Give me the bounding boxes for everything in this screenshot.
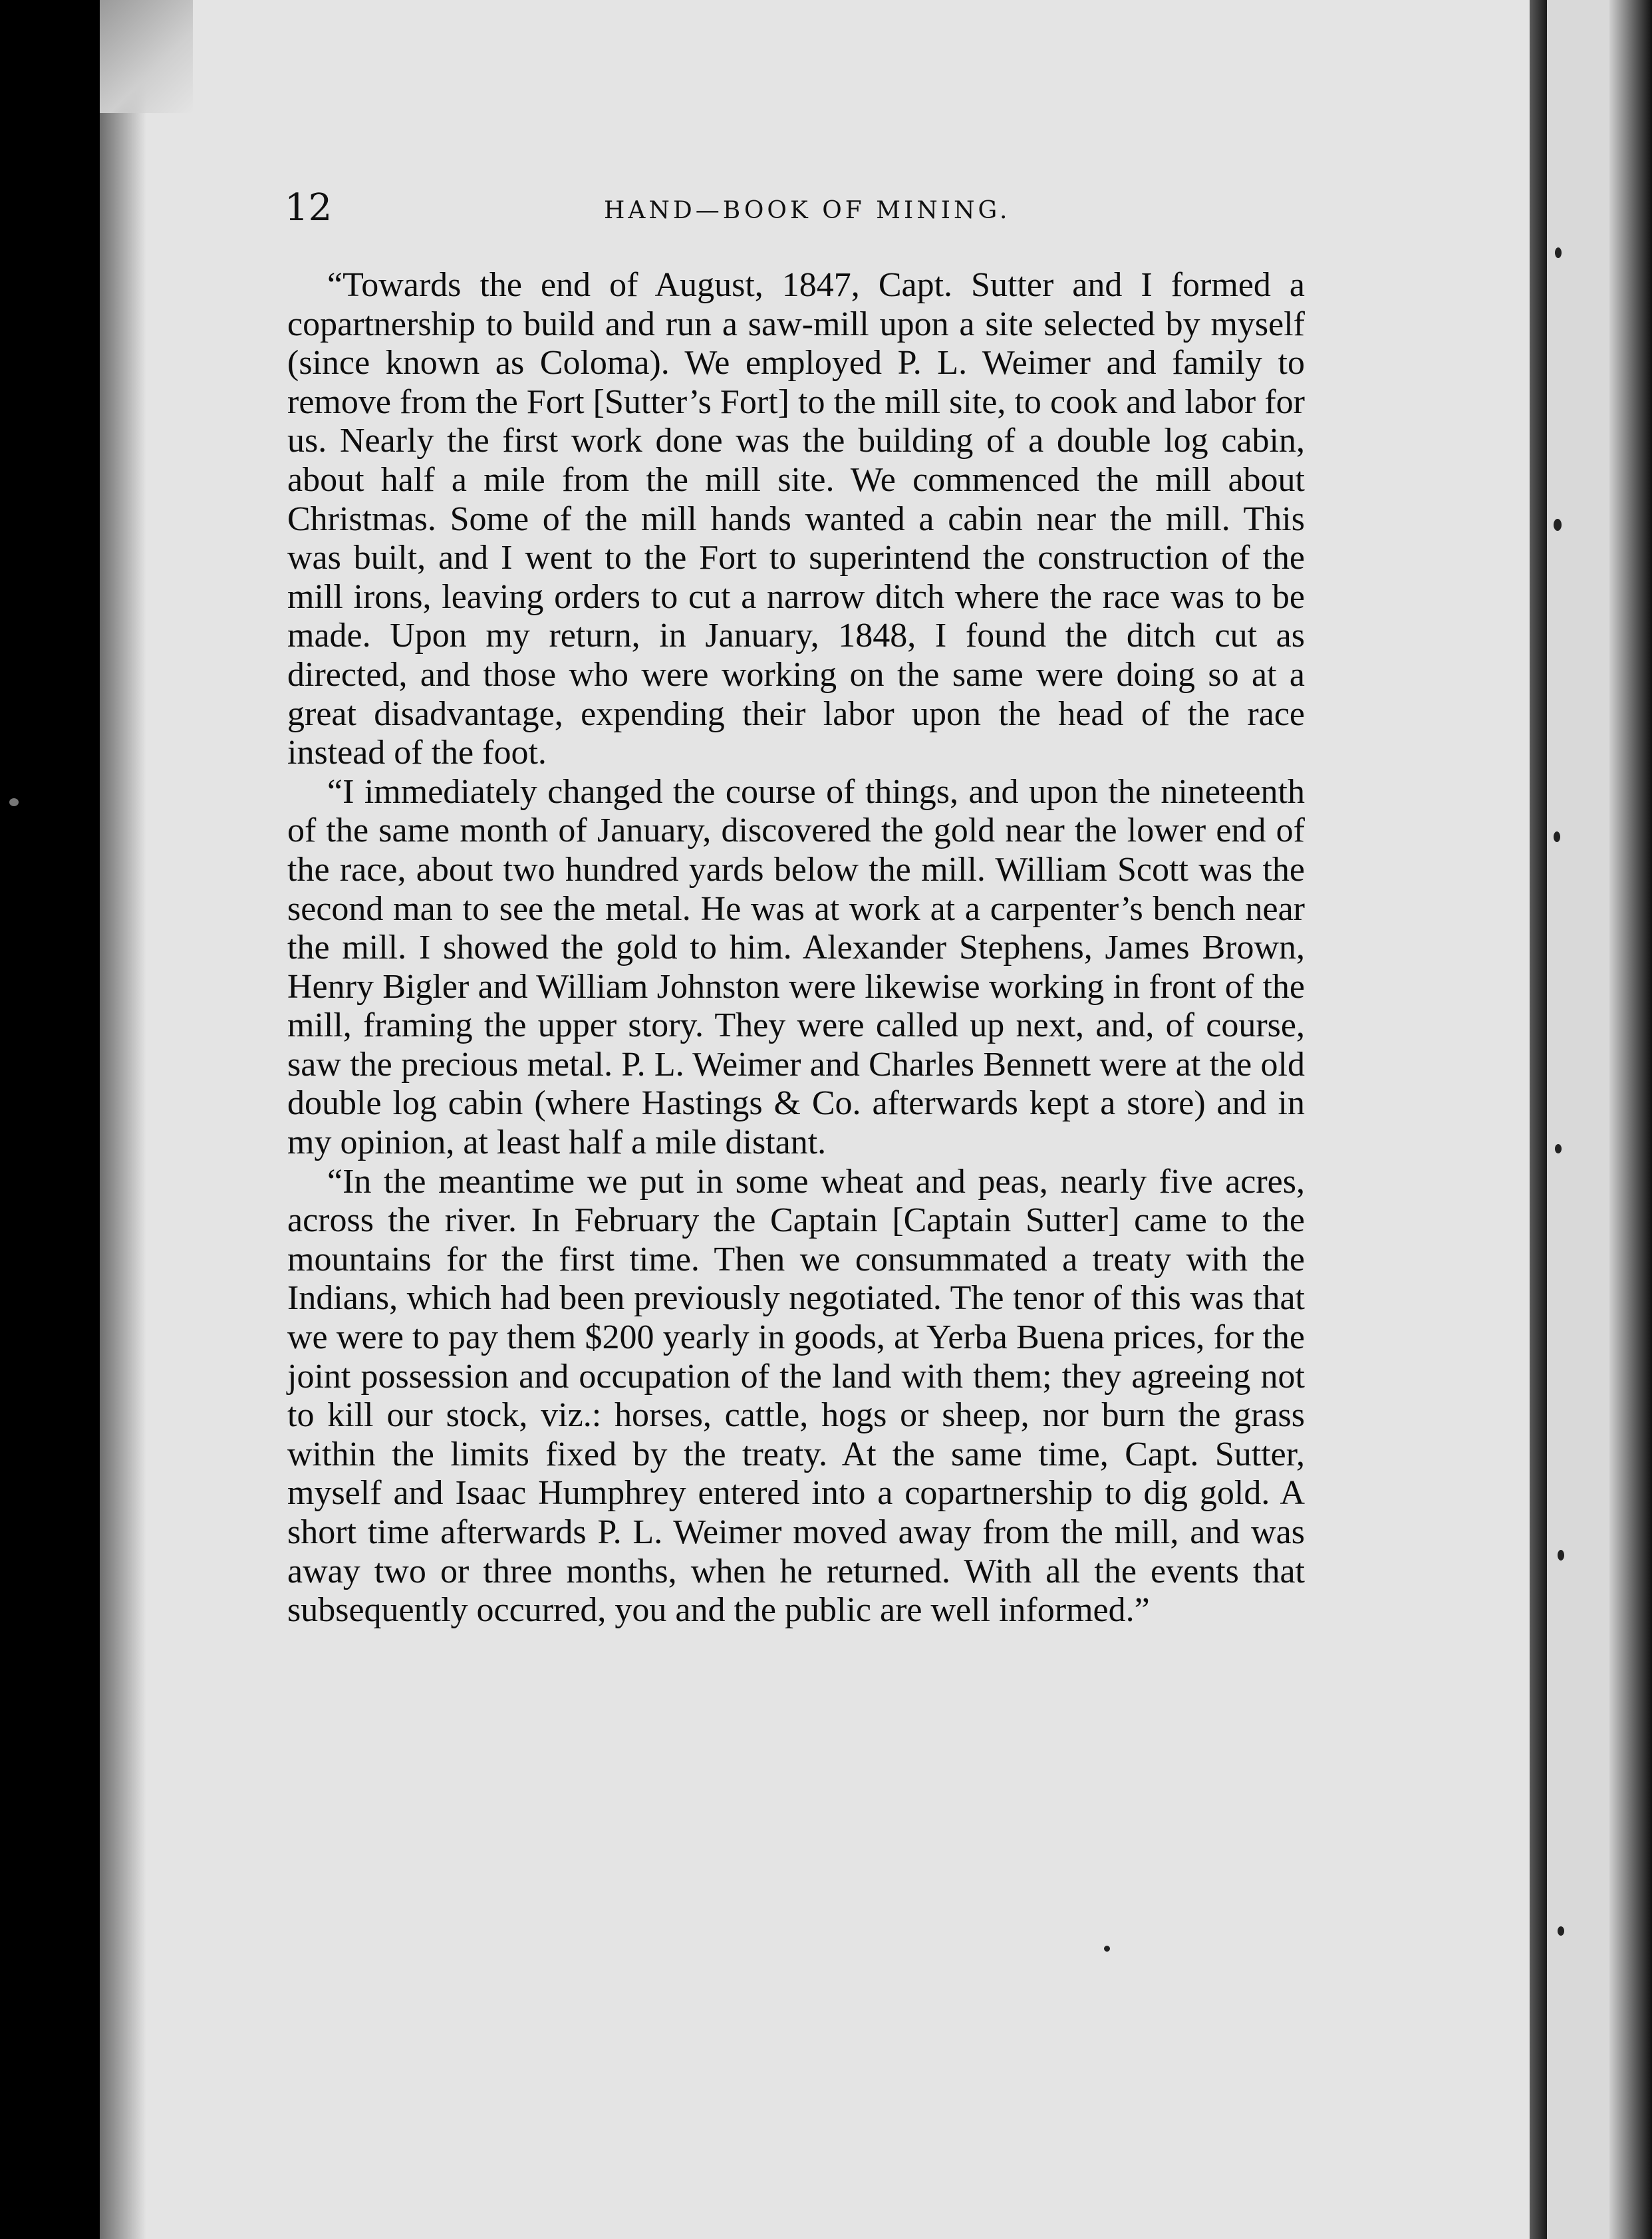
scan-speck <box>1554 831 1560 842</box>
scan-speck <box>1558 1550 1564 1561</box>
paragraph: “Towards the end of August, 1847, Capt. Sutter and I formed a copartnership to build and run a saw-mill upon a site selected by myself (since known as Coloma). We employed P. L. Weimer and family to remove from the Fort [Sutter’s Fort] to the mill site, to cook and labor for us. Nearly the first work done was the building of a double log cabin, about half a mile from the mill site. We commenced the mill about Christmas. Some of the mill hands wanted a cabin near the mill. This was built, and I went to the Fort to superintend the construction of the mill irons, leaving orders to cut a narrow ditch where the race was to be made. Upon my return, in January, 1848, I found the ditch cut as directed, and those who were working on the same were doing so at a great disadvantage, expending their labor upon the head of the race instead of the foot. <box>287 266 1305 772</box>
page-number: 12 <box>285 186 333 229</box>
scan-speck <box>1554 519 1562 531</box>
paragraph: “I immediately changed the course of things, and upon the nineteenth of the same month of January, discovered the gold near the lower end of the race, about two hundred yards below the mill. William Scott was the second man to see the metal. He was at work at a carpenter’s bench near the mill. I showed the gold to him. Alexander Stephens, James Brown, Henry Bigler and William Johnston were likewise working in front of the mill, framing the upper story. They were called up next, and, of course, saw the precious metal. P. L. Weimer and Charles Bennett were at the old double log cabin (where Hastings & Co. afterwards kept a store) and in my opinion, at least half a mile distant. <box>287 772 1305 1162</box>
scan-speck <box>9 798 19 806</box>
gutter-shadow <box>100 0 146 2239</box>
page-edge-shadow <box>1530 0 1547 2239</box>
running-head: HAND—BOOK OF MINING. <box>604 197 1011 224</box>
folded-corner <box>100 0 193 113</box>
scan-speck <box>1558 1926 1564 1936</box>
paragraph: “In the meantime we put in some wheat and peas, nearly five acres, across the river. In February the Captain [Captain Sutter] came to the mountains for the first time. Then we consummated a treaty with the Indians, which had been previously negotiated. The tenor of this was that we were to pay them $200 yearly in goods, at Yerba Buena prices, for the joint possession and occupation of the land with them; they agreeing not to kill our stock, viz.: horses, cattle, hogs or sheep, nor burn the grass within the limits fixed by the treaty. At the same time, Capt. Sutter, myself and Isaac Humphrey entered into a copartnership to dig gold. A short time afterwards P. L. Weimer moved away from the mill, and was away two or three months, when he returned. With all the events that subsequently occurred, you and the public are well informed.” <box>287 1162 1305 1630</box>
scan-speck <box>1555 247 1562 258</box>
scan-speck <box>1104 1946 1110 1952</box>
body-text <box>287 266 1305 1630</box>
scan-speck <box>1555 1144 1562 1153</box>
facing-page-edge <box>1609 0 1652 2239</box>
page-header <box>285 186 1309 239</box>
